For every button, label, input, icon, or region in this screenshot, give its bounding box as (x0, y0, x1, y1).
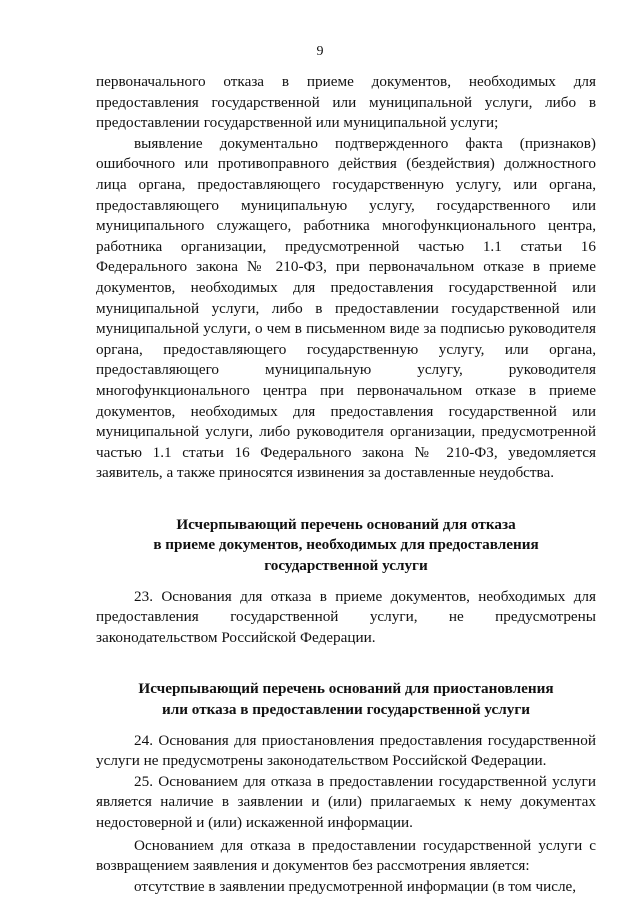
paragraph-identification-error: выявление документально подтвержденного факта (признаков) ошибочного или противоправного действия (бездействия) должностного лица органа, предоставляющего государственную услугу, или органа, предоставляющего муниципальную услугу, государственного или муниципального служащего, работника многофункционального центра, работника организации, предусмотренной частью 1.1 статьи 16 Федерального закона № 210-ФЗ, при первоначальном отказе в приеме документов, необходимых для предоставления государственной или муниципальной услуги, либо в предоставлении государственной или муниципальной услуги, о чем в письменном виде за подписью руководителя органа, предоставляющего государственную услугу, или органа, предоставляющего муниципальную услугу, руководителя многофункционального центра при первоначальном отказе в приеме документов, необходимых для предоставления государственной или муниципальной услуги, либо руководителя организации, предусмотренной частью 1.1 статьи 16 Федерального закона № 210-ФЗ, уведомляется заявитель, а также приносятся извинения за доставленные неудобства. (96, 134, 596, 482)
paragraph-24: 24. Основания для приостановления предоставления государственной услуги не предусмотрены законодательством Российской Федерации. (96, 731, 596, 770)
paragraph-missing-info: отсутствие в заявлении предусмотренной информации (в том числе, (134, 877, 577, 895)
section-heading-suspension-line2: или отказа в предоставлении государственной услуги (161, 701, 530, 719)
paragraph-25: 25. Основанием для отказа в предоставлении государственной услуги является наличие в заявлении и (или) прилагаемых к нему документах недостоверной и (или) искаженной информации. (96, 772, 596, 831)
paragraph-refusal-return: Основанием для отказа в предоставлении государственной услуги с возвращением заявления и документов без рассмотрения является: (96, 836, 596, 875)
section-heading-refusal-line1: Исчерпывающий перечень оснований для отказа (176, 515, 516, 533)
paragraph-23: 23. Основания для отказа в приеме документов, необходимых для предоставления государственной услуги, не предусмотрены законодательством Российской Федерации. (96, 587, 596, 646)
section-gap (96, 484, 596, 515)
section-gap (96, 577, 596, 587)
section-gap (96, 721, 596, 731)
paragraph-first-refusal: первоначального отказа в приеме документов, необходимых для предоставления государственной или муниципальной услуги, либо в предоставлении государственной или муниципальной услуги; (96, 73, 596, 132)
section-heading-suspension-line1: Исчерпывающий перечень оснований для приостановления (138, 680, 554, 698)
section-heading-refusal-line2: в приеме документов, необходимых для предоставления (153, 536, 539, 554)
document-body (96, 72, 596, 897)
section-gap (96, 648, 596, 679)
page-number: 9 (316, 44, 324, 59)
section-heading-refusal-line3: государственной услуги (264, 557, 428, 575)
